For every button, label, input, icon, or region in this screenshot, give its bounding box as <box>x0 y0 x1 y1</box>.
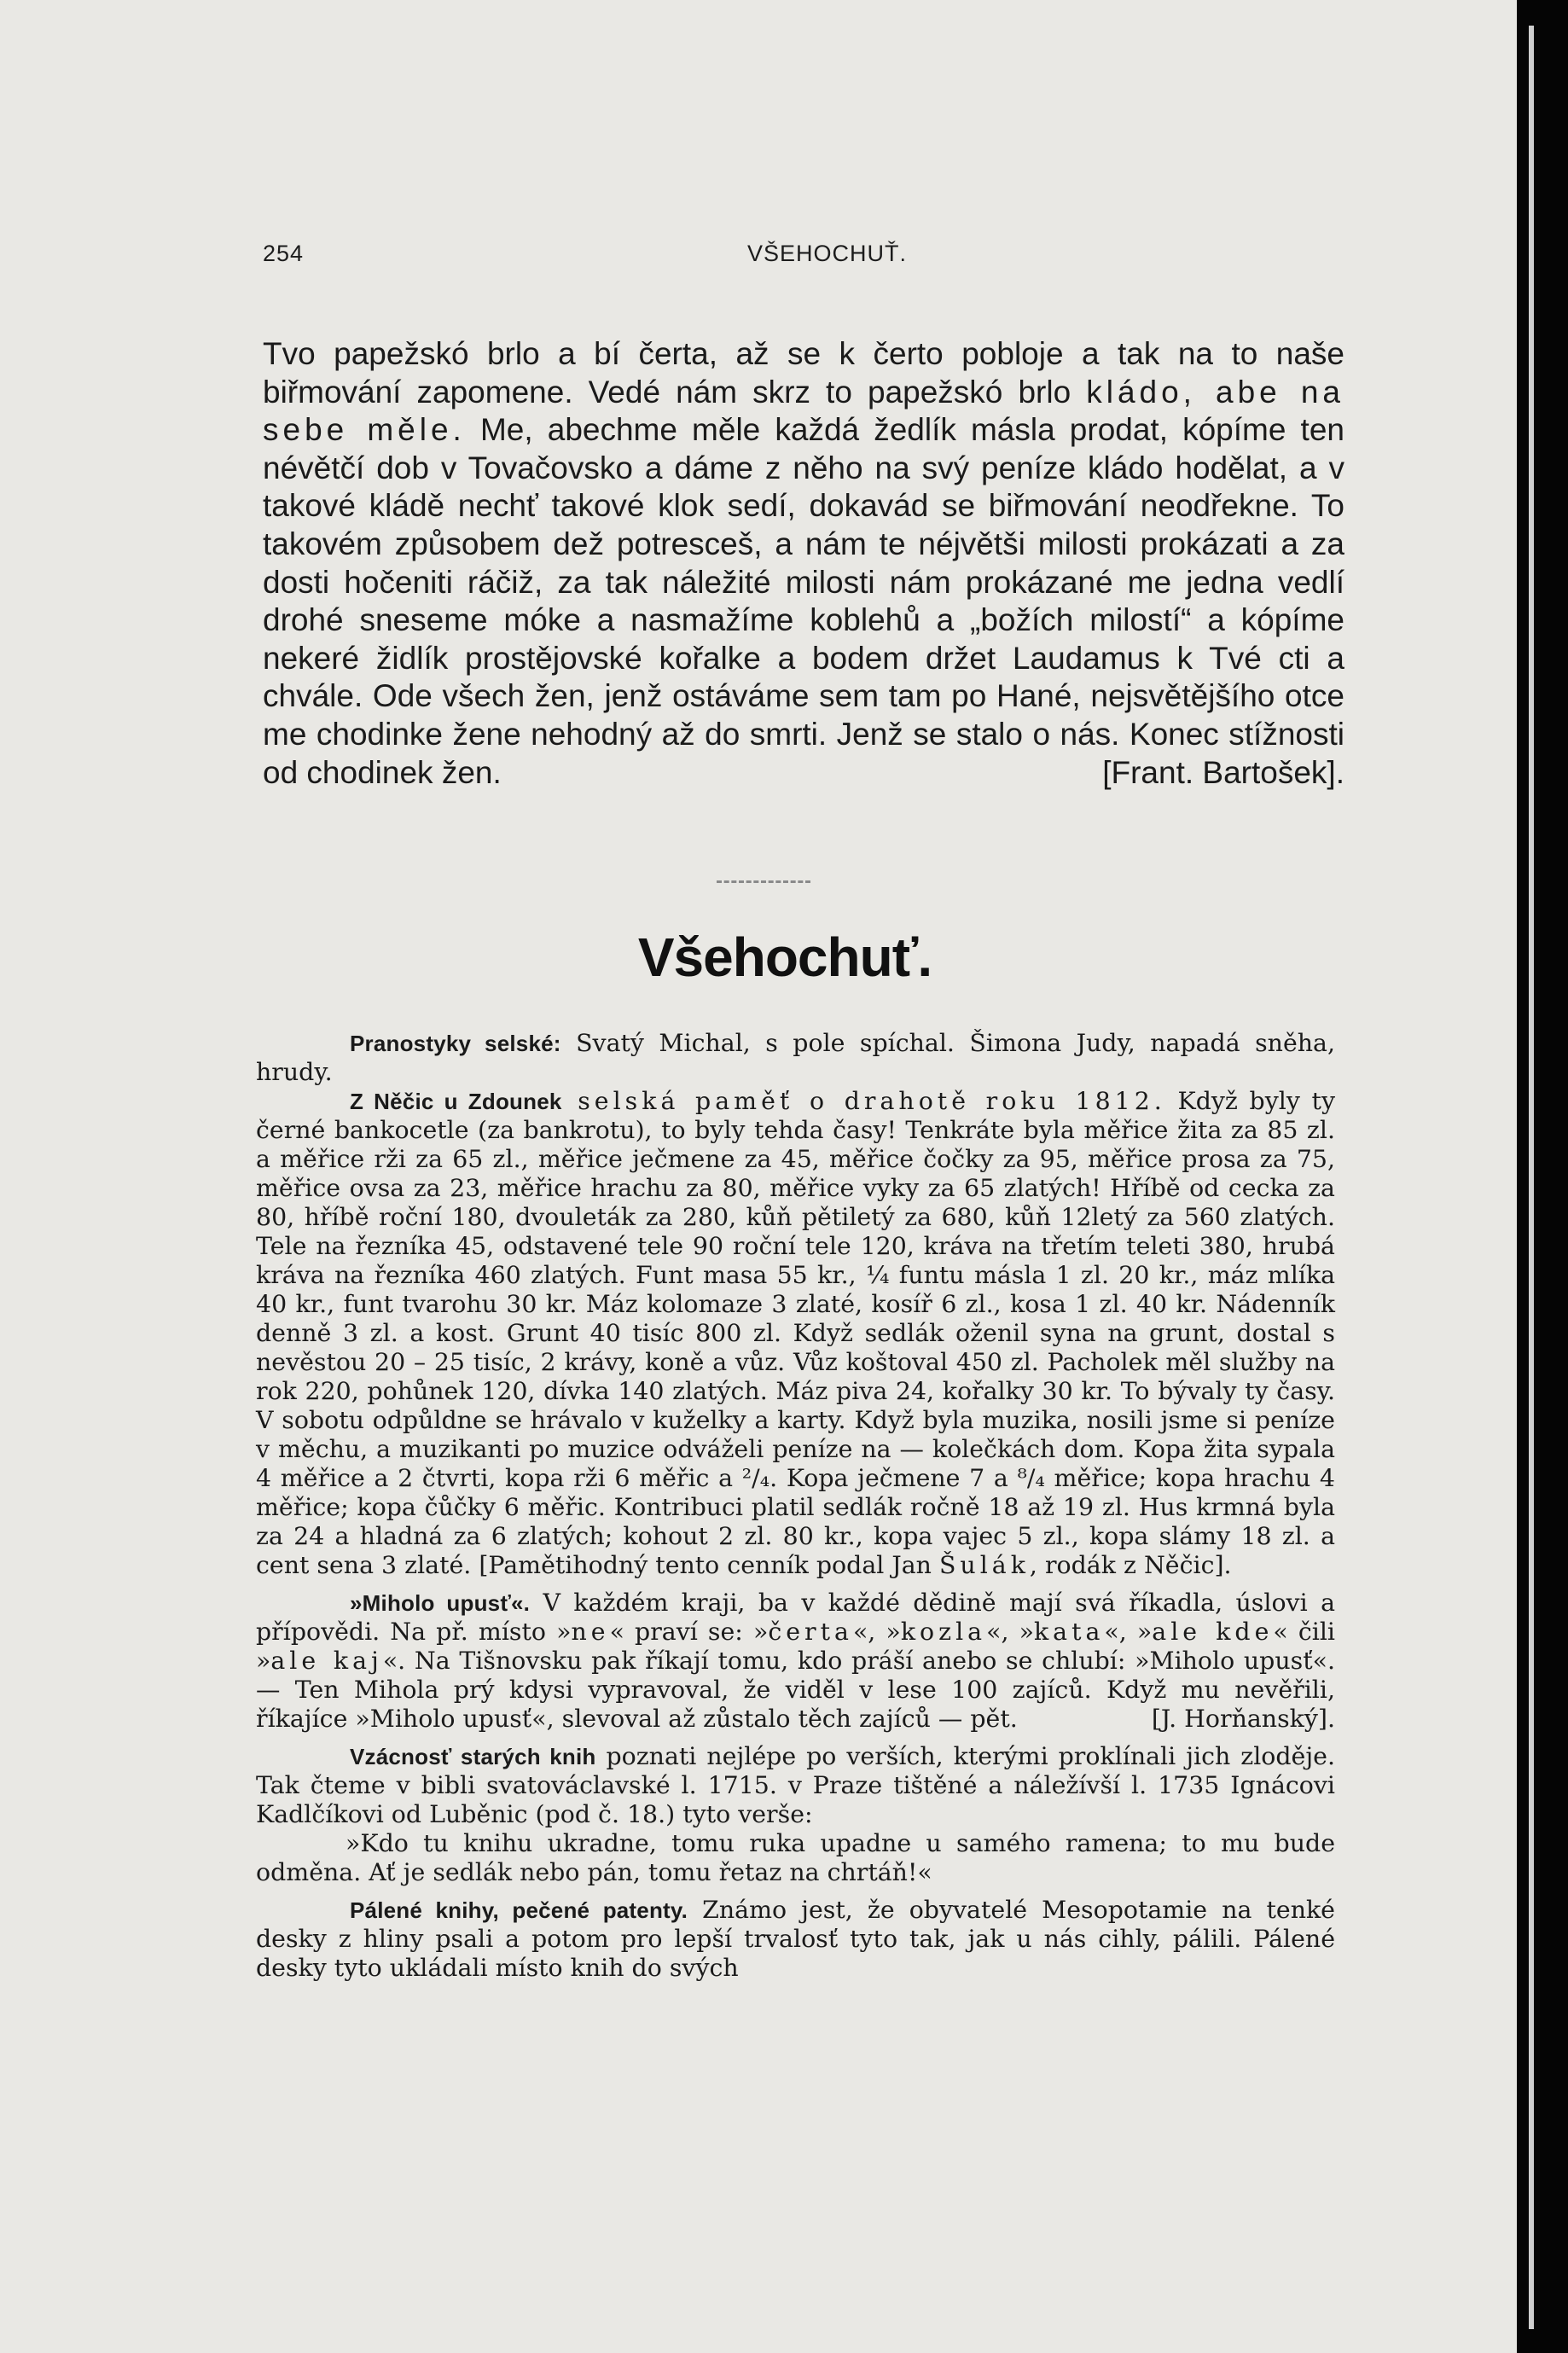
letter-spaced-text: kládo, abe na sebe měle. <box>263 374 1344 448</box>
spaced-word: ne <box>571 1618 610 1646</box>
article-vzacnost <box>256 1742 1335 1829</box>
article-lead: Vzácnosť starých knih <box>350 1744 596 1769</box>
articles <box>256 1029 1335 1983</box>
article-pranostyky <box>256 1029 1335 1087</box>
article-lead: Z Něčic u Zdounek <box>350 1089 562 1114</box>
spaced-word: čerta <box>768 1618 853 1646</box>
article-text: «, » <box>986 1618 1034 1646</box>
article-text: «, » <box>852 1618 901 1646</box>
section-title: Všehochuť. <box>637 927 932 988</box>
running-header <box>263 241 1359 271</box>
article-spaced-text: selská paměť o drahotě roku 1812. <box>561 1087 1166 1115</box>
letter-signature: [Frant. Bartošek]. <box>1102 754 1344 790</box>
spaced-word: ale kde <box>1152 1618 1274 1646</box>
letter-text: Tvo papežskó brlo a bí čerta, až se k čerto pobloje a tak na to naše biřmování zapomene. Vedé nám skrz to papežskó brlo <box>263 336 1344 410</box>
article-verse: »Kdo tu knihu ukradne, tomu ruka upadne u samého ramena; to mu bude odměna. Ať je sedlák nebo pán, tomu řetaz na chrtáň!« <box>256 1829 1335 1886</box>
article-text: Známo jest, že obyvatelé Mesopotamie na tenké desky z hliny psali a potom pro lepší trvalosť tyto tak, jak u nás cihly, pálili. Pálené desky tyto ukládali místo knih do svých <box>256 1896 1335 1982</box>
article-lead: »Miholo upusť«. <box>350 1590 531 1616</box>
article-spaced-name: Šulák <box>938 1551 1030 1579</box>
spaced-word: kozla <box>900 1618 987 1646</box>
running-title: VŠEHOCHUŤ. <box>747 241 908 266</box>
article-text: Svatý Michal, s pole spíchal. Šimona Judy, napadá sněha, hrudy. <box>256 1029 1336 1086</box>
article-text: poznati nejlépe po verších, kterými proklínali jich zloděje. Tak čteme v bibli svatováclavské l. 1715. v Praze tištěné a náležívší l. 1735 Ignácovi Kadlčíkovi od Luběnic (pod č. 18.) tyto verše: <box>256 1742 1335 1828</box>
article-text-end: , rodák z Něčic]. <box>1029 1551 1232 1579</box>
article-text: «. Na Tišnovsku pak říkají tomu, kdo práší anebo se chlubí: »Miholo upusť«. — Ten Mihola prý kdysi vypravoval, že viděl v lese 100 zajíců. Když mu nevěřili, říkajíce »Miholo upusť«, slevoval až zůstalo těch zajíců — pět. <box>256 1647 1336 1733</box>
article-signature: [J. Horňanský]. <box>1151 1705 1335 1733</box>
page-number: 254 <box>263 241 305 266</box>
article-text: «, » <box>1104 1618 1153 1646</box>
article-text: « praví se: » <box>609 1618 769 1646</box>
article-text: « čili » <box>256 1618 1335 1675</box>
article-lead: Pálené knihy, pečené patenty. <box>350 1897 688 1923</box>
complaint-letter <box>263 335 1344 792</box>
spaced-word: ale kaj <box>270 1647 383 1675</box>
scan-border <box>1517 0 1568 2353</box>
article-palene-knihy <box>256 1896 1335 1983</box>
spaced-word: kata <box>1033 1618 1105 1646</box>
article-lead: Pranostyky selské: <box>350 1031 561 1056</box>
article-text: Když byly ty černé bankocetle (za bankrotu), to byly tehda časy! Tenkráte byla měřice žita za 85 zl. a měřice rži za 65 zl., měřice ječmene za 45, měřice čočky za 95, měřice prosa za 75, měřice ovsa za 23, měřice hrachu za 80, měřice vyky za 65 zlatých! Hříbě od cecka za 80, hříbě roční 180, dvouleták za 280, kůň pětiletý za 680, kůň 12letý za 560 zlatých. Tele na řezníka 45, odstavené tele 90 roční tele 120, kráva na třetím teleti 380, hrubá kráva na řezníka 460 zlatých. Funt masa 55 kr., ¼ funtu másla 1 zl. 20 kr., máz mlíka 40 kr., funt tvarohu 30 kr. Máz kolomaze 3 zlaté, kosíř 6 zl., kosa 1 zl. 40 kr. Nádenník denně 3 zl. a kost. Grunt 40 tisíc 800 zl. Když sedlák oženil syna na grunt, dostal s nevěstou 20 – 25 tisíc, 2 krávy, koně a vůz. Vůz koštoval 450 zl. Pacholek měl služby na rok 220, pohůnek 120, dívka 140 zlatých. Máz piva 24, kořalky 30 kr. To bývaly ty časy. V sobotu odpůldne se hrávalo v kuželky a karty. Když byla muzika, nosili jsme si peníze v měchu, a muzikanti po muzice odváželi peníze na — kolečkách dom. Kopa žita sypala 4 měřice a 2 čtvrti, kopa rži 6 měřic a ²/₄. Kopa ječmene 7 a ⁸/₄ měřice; kopa hrachu 4 měřice; kopa čůčky 6 měřic. Kontribuci platil sedlák ročně 18 až 19 zl. Hus krmná byla za 24 a hladná za 6 zlatých; kohout 2 zl. 80 kr., kopa vajec 5 zl., kopa slámy 18 zl. a cent sena 3 zlaté. [Pamětihodný tento cenník podal Jan <box>256 1087 1336 1579</box>
letter-paragraph <box>263 335 1344 792</box>
article-text: V každém kraji, ba v každé dědině mají svá říkadla, úslovi a přípovědi. Na př. místo » <box>256 1589 1335 1646</box>
letter-text-continued: Me, abechme měle každá žedlík másla prodat, kópíme ten névětčí dob v Tovačovsko a dáme z něho na svý peníze kládo hodělat, a v takové kládě nechť takové klok sedí, dokavád se biřmování neodřekne. To takovém způsobem dež potresceš, a nám te néjvětši milosti prokázati a za dosti hočeniti ráčiž, za tak náležité milosti nám prokázané me jedna vedlí drohé sneseme móke a nasmažíme koblehů a „božích milostí“ a kópíme nekeré židlík prostějovské kořalke a bodem držet Laudamus k Tvé cti a chvále. Ode všech žen, jenž ostáváme sem tam po Hané, nejsvětějšího otce me chodinke žene nehodný až do smrti. Jenž se stalo o nás. Konec stížnosti od chodinek žen. <box>263 412 1344 790</box>
section-divider <box>717 880 810 886</box>
scan-border-line <box>1529 26 1534 2329</box>
article-miholo <box>256 1589 1335 1734</box>
article-necice <box>256 1087 1335 1580</box>
